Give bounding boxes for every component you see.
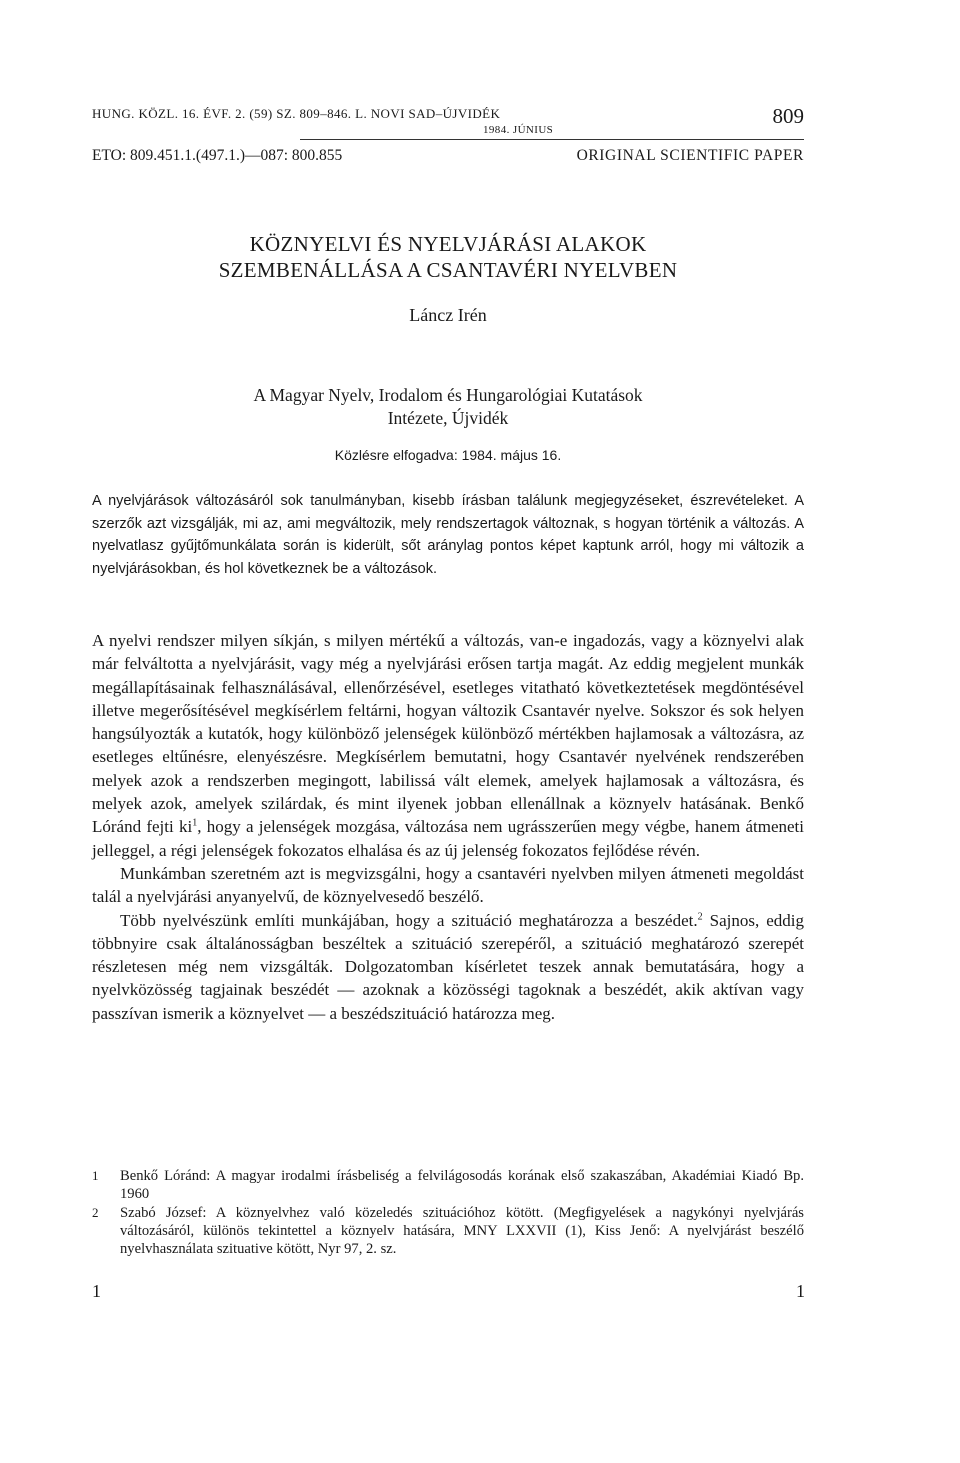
- article-title: [92, 231, 804, 283]
- page-number: 809: [772, 104, 804, 128]
- journal-citation: HUNG. KÖZL. 16. ÉVF. 2. (59) SZ. 809–846. L. NOVI SAD–ÚJVIDÉK: [92, 106, 501, 121]
- footnote-1: [92, 1167, 804, 1203]
- affiliation: [92, 384, 804, 430]
- footnote-text: Benkő Lóránd: A magyar irodalmi írásbeliség a felvilágosodás korának első szakaszában, Akadémiai Kiadó Bp. 1960: [120, 1168, 804, 1202]
- title-line-2: SZEMBENÁLLÁSA A CSANTAVÉRI NYELVBEN: [218, 258, 678, 282]
- header-rule: [300, 139, 804, 140]
- paragraph-1-part-b: , hogy a jelenségek mozgása, változása nem ugrásszerűen megy végbe, hanem átmeneti jelleggel, a régi jelenségek fokozatos elhalása és az új jelenség fokozatos fejlődése révén.: [92, 817, 804, 860]
- footnote-number: 2: [92, 1205, 99, 1220]
- footnotes: [92, 1167, 804, 1259]
- received-date: Közlésre elfogadva: 1984. május 16.: [334, 447, 562, 463]
- author-name: Láncz Irén: [409, 305, 487, 325]
- abstract: A nyelvjárások változásáról sok tanulmányban, kisebb írásban találunk megjegyzéseket, észrevételeket. A szerzők azt vizsgálják, mi az, ami megváltozik, mely rendszertagok változnak, s hogyan történik a változás. A nyelvatlasz gyűjtőmunkálata során is kiderült, sőt aránylag pontos képet kaptunk arról, hogy mi változik a nyelvjárásokban, és hol következnek be a változások.: [92, 493, 804, 577]
- footer-right-mark: 1: [796, 1281, 805, 1301]
- footnote-ref-1[interactable]: 1: [192, 817, 198, 829]
- paragraph-1-part-a: A nyelvi rendszer milyen síkján, s milyen mértékű a változás, van-e ingadozás, vagy a köznyelvi alak már felváltotta a nyelvjárásit, vagy még a nyelvjárási erősen tartja magát. Az eddig megjelent munkák megállapításainak felhasználásával, ellenőrzésével, esetleges vitatható következtetések megdöntésével illetve megerősítésével megkísérlem feltárni, hogyan változik Csantavér nyelve. Sokszor és sok helyen hangsúlyozták a kutatók, hogy különböző jelenségek különböző mértékben hajlamosak a változásra, az esetleges eltűnésre, elenyészésre. Megkísérlem bemutatni, hogy Csantavér nyelvének rendszerében melyek azok a rendszerben megingott, labilissá vált elemek, amelyek hajlamosak a változásra, és melyek azok, amelyek szilárdak, és mint ilyenek jobban ellenállnak a köznyelv hatásának. Benkő Lóránd fejti ki: [92, 631, 804, 837]
- footnote-text: Szabó József: A köznyelvhez való közeledés szituációhoz kötött. (Megfigyelések a nagykónyi nyelvjárás változásáról, különös tekintettel a köznyelv hatására, MNY LXXVII (1), Kiss Jenő: A nyelvjárást beszélő nyelvhasználata szituative kötött, Nyr 97, 2. sz.: [120, 1205, 804, 1257]
- issue-date: 1984. JÚNIUS: [483, 124, 554, 136]
- udc-code: ETO: 809.451.1.(497.1.)—087: 800.855: [92, 147, 343, 164]
- affiliation-line-1: A Magyar Nyelv, Irodalom és Hungarológiai Kutatások: [253, 385, 643, 405]
- footnote-ref-2[interactable]: 2: [697, 910, 703, 922]
- footer-left-mark: 1: [92, 1281, 101, 1301]
- paragraph-3: [92, 909, 804, 1025]
- footnote-number: 1: [92, 1168, 99, 1183]
- paper-type: ORIGINAL SCIENTIFIC PAPER: [576, 147, 804, 164]
- affiliation-line-2: Intézete, Újvidék: [387, 408, 509, 428]
- body-text: [92, 629, 804, 1025]
- paragraph-2: Munkámban szeretném azt is megvizsgálni, hogy a csantavéri nyelvben milyen átmeneti megoldást talál a nyelvjárási anyanyelvű, de köznyelvesedő beszélő.: [92, 863, 804, 907]
- footnote-2: [92, 1204, 804, 1258]
- paragraph-1: [92, 629, 804, 862]
- paragraph-3-part-b: Sajnos, eddig többnyire csak általánosságban beszéltek a szituáció szerepéről, a szituáció meghatározó szerepét részletesen még nem vizsgálták. Dolgozatomban kísérletet teszek annak bemutatására, hogy a nyelvközösség tagjainak beszédét — azoknak a közösségi tagoknak a beszédét, akik aktívan vagy passzívan ismerik a köznyelvet — a beszédszituáció határozza meg.: [92, 910, 805, 1023]
- title-line-1: KÖZNYELVI ÉS NYELVJÁRÁSI ALAKOK: [249, 232, 647, 256]
- paragraph-3-part-a: Több nyelvészünk említi munkájában, hogy a szituáció meghatározza a beszédet.: [120, 910, 698, 930]
